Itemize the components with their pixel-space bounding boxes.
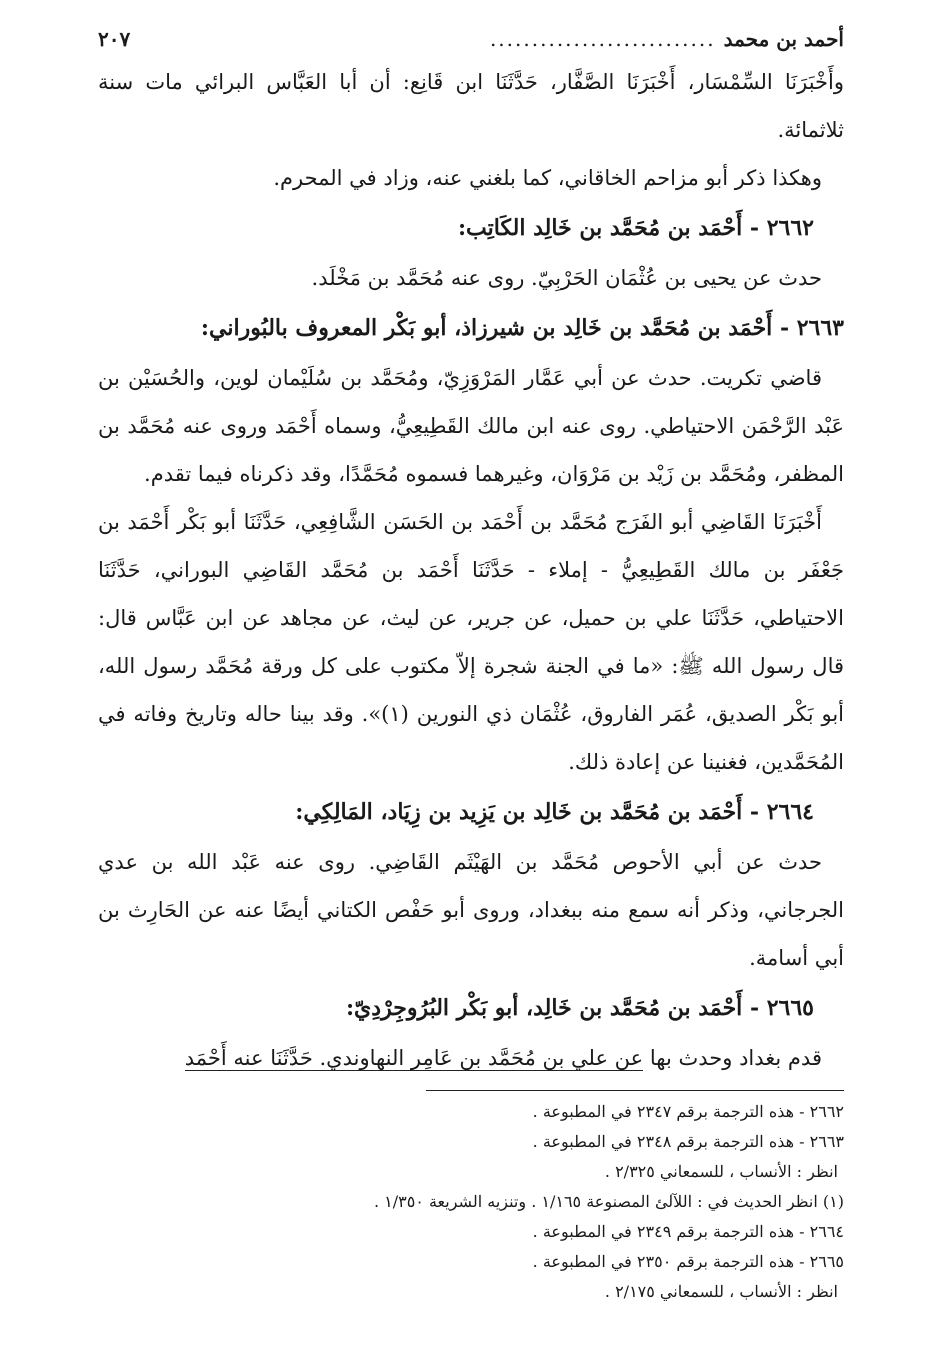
entry-heading-2663: ٢٦٦٣ - أَحْمَد بن مُحَمَّد بن خَالِد بن شيرزاذ، أبو بَكْر المعروف بالبُوراني: <box>200 315 844 341</box>
footnote-2665: ٢٦٦٥ - هذه الترجمة برقم ٢٣٥٠ في المطبوعة . <box>532 1252 844 1271</box>
entry-text-2663-hadith: أَخْبَرَنَا القَاضِي أبو الفَرَج مُحَمَّد بن أَحْمَد بن الحَسَن الشَّافِعِي، حَدَّثَنَا أبو بَكْر أَحْمَد بن جَعْفَر بن مالك القَطِيعِيُّ - إملاء - حَدَّثَنَا أَحْمَد بن مُحَمَّد القَاضِي البوراني، حَدَّثَنَا الاحتياطي، حَدَّثَنَا علي بن حميل، عن جرير، عن ليث، عن مجاهد عن ابن عَبَّاس قال: قال رسول الله ﷺ: «ما في الجنة شجرة إلاّ مكتوب على كل ورقة مُحَمَّد رسول الله، أبو بَكْر الصديق، عُمَر الفاروق، عُثْمَان ذي النورين (١)». وقد بينا حاله وتاريخ وفاته في المُحَمَّدين، فغنينا عن إعادة ذلك. <box>98 510 844 774</box>
page-number: ٢٠٧ <box>98 27 131 51</box>
footnote-2665-ref: انظر : الأنساب ، للسمعاني ٢/١٧٥ . <box>604 1282 838 1301</box>
entry-text-2663-bio: قاضي تكريت. حدث عن أبي عَمَّار المَرْوَزِيّ، ومُحَمَّد بن سُلَيْمان لوين، والحُسَيْن بن عَبْد الرَّحْمَن الاحتياطي. روى عنه ابن مالك القَطِيعِيُّ، وسماه أَحْمَد وروى عنه مُحَمَّد بن المظفر، ومُحَمَّد بن زَيْد بن مَرْوَان، وغيرهما فسموه مُحَمَّدًا، وقد ذكرناه فيما تقدم. <box>98 366 844 486</box>
entry-text-2665-start: قدم بغداد وحدث بها <box>643 1046 822 1070</box>
footnote-2662: ٢٦٦٢ - هذه الترجمة برقم ٢٣٤٧ في المطبوعة . <box>532 1102 844 1121</box>
footnote-2664: ٢٦٦٤ - هذه الترجمة برقم ٢٣٤٩ في المطبوعة . <box>532 1222 844 1241</box>
footnote-hadith-1: (١) انظر الحديث في : اللآلئ المصنوعة ١/١٦٥ . وتنزيه الشريعة ١/٣٥٠ . <box>373 1192 844 1211</box>
entry-text-2665 <box>98 1034 844 1082</box>
entry-heading-2662: ٢٦٦٢ - أَحْمَد بن مُحَمَّد بن خَالِد الكَاتِب: <box>457 215 814 241</box>
leader-dots: ........................... <box>489 27 716 51</box>
entry-text-2665-underlined: عن علي بن مُحَمَّد بن عَامِر النهاوندي. حَدَّثَنَا عنه أَحْمَد <box>184 1046 644 1070</box>
running-header <box>98 22 844 58</box>
footnote-2663-ref: انظر : الأنساب ، للسمعاني ٢/٣٢٥ . <box>604 1162 838 1181</box>
running-title: أحمد بن محمد <box>723 27 844 51</box>
paragraph-note: وهكذا ذكر أبو مزاحم الخاقاني، كما بلغني عنه، وزاد في المحرم. <box>273 166 822 190</box>
entry-heading-2665: ٢٦٦٥ - أَحْمَد بن مُحَمَّد بن خَالِد، أبو بَكْر البُرُوجِرْدِيّ: <box>345 995 814 1021</box>
paragraph-continuation: وأَخْبَرَنَا السِّمْسَار، أَخْبَرَنَا الصَّفَّار، حَدَّثَنَا ابن قَانِع: أن أبا العَبَّاس البرائي مات سنة ثلاثمائة. <box>98 70 844 142</box>
entry-text-2662: حدث عن يحيى بن عُثْمَان الحَرْبِيّ. روى عنه مُحَمَّد بن مَخْلَد. <box>311 266 822 290</box>
entry-text-2664: حدث عن أبي الأحوص مُحَمَّد بن الهَيْثَم القَاضِي. روى عنه عَبْد الله بن عدي الجرجاني، وذكر أنه سمع منه ببغداد، وروى أبو حَفْص الكتاني أيضًا عنه عن الحَارِث بن أبي أسامة. <box>98 850 844 970</box>
footnote-2663: ٢٦٦٣ - هذه الترجمة برقم ٢٣٤٨ في المطبوعة . <box>532 1132 844 1151</box>
entry-heading-2664: ٢٦٦٤ - أَحْمَد بن مُحَمَّد بن خَالِد بن يَزِيد بن زِيَاد، المَالِكِي: <box>295 799 814 825</box>
footnote-separator <box>426 1090 844 1091</box>
footnotes <box>98 1097 844 1307</box>
